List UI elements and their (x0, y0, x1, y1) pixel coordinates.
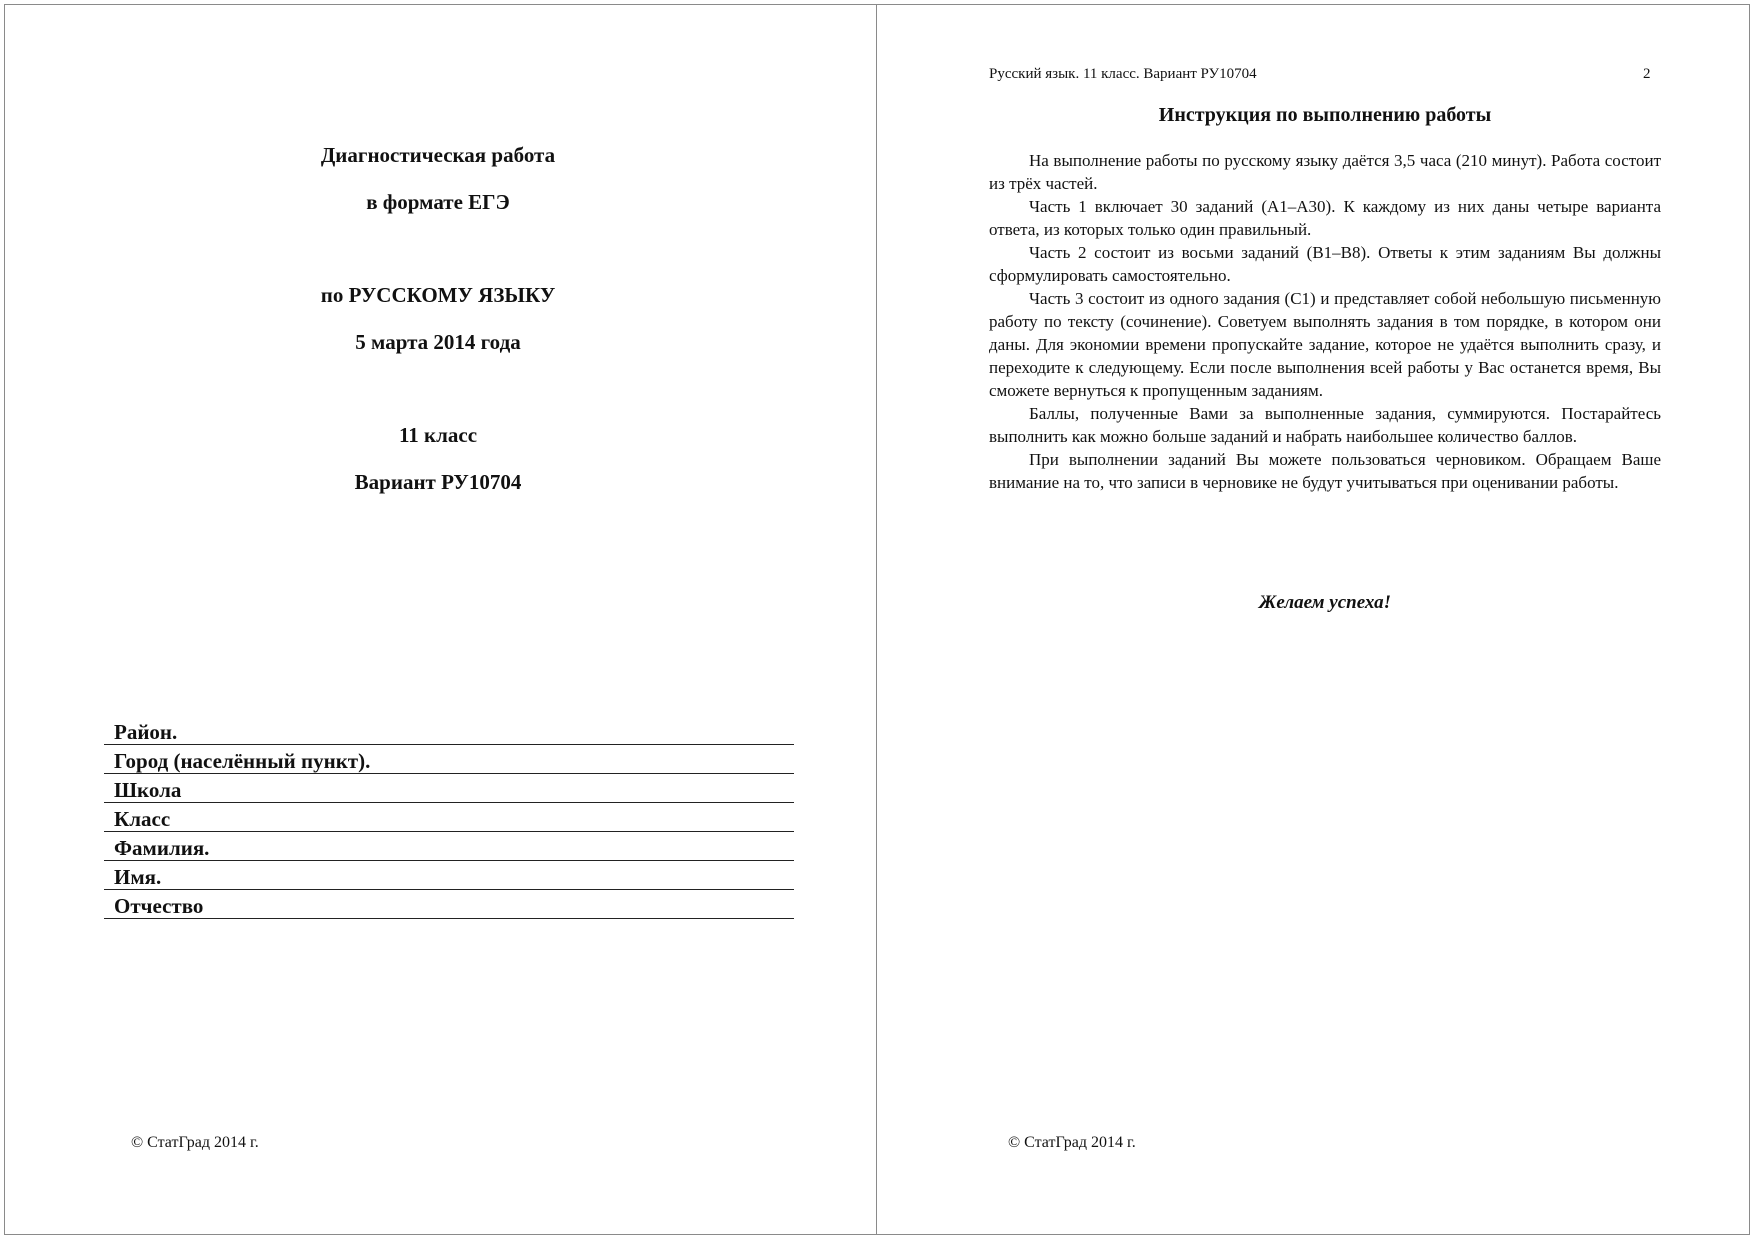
cover-variant: Вариант РУ10704 (354, 470, 522, 494)
instructions-paragraph: При выполнении заданий Вы можете пользоваться черновиком. Обращаем Ваше внимание на то, что записи в черновике не будут учитываться при оценивании работы. (989, 450, 1661, 492)
cover-date: 5 марта 2014 года (355, 330, 521, 354)
form-field-district: Район. (104, 716, 794, 745)
form-field-name: Имя. (104, 861, 794, 890)
instructions-paragraph: Часть 3 состоит из одного задания (С1) и представляет собой небольшую письменную работу по тексту (сочинение). Советуем выполнять задания в том порядке, в котором они даны. Для экономии времени пропускайте задание, которое не удаётся выполнить сразу, и переходите к следующему. Если после выполнения всей работы у Вас останется время, Вы сможете вернуться к пропущенным заданиям. (989, 289, 1661, 400)
form-field-patronymic: Отчество (104, 890, 794, 919)
instructions-paragraph: Часть 2 состоит из восьми заданий (В1–В8). Ответы к этим заданиям Вы должны сформулировать самостоятельно. (989, 243, 1661, 285)
instructions-body (989, 149, 1661, 494)
cover-footer: © СтатГрад 2014 г. (131, 1134, 259, 1151)
instructions-paragraph: Баллы, полученные Вами за выполненные задания, суммируются. Постарайтесь выполнить как можно больше заданий и набрать наибольшее количество баллов. (989, 404, 1661, 446)
cover-page (0, 0, 876, 1239)
instructions-page (877, 0, 1754, 1239)
instructions-paragraph: Часть 1 включает 30 заданий (А1–А30). К каждому из них даны четыре варианта ответа, из которых только один правильный. (989, 197, 1661, 239)
cover-title: Диагностическая работа (320, 143, 556, 167)
running-header: Русский язык. 11 класс. Вариант РУ10704 (989, 66, 1257, 82)
form-field-class: Класс (104, 803, 794, 832)
student-info-form (104, 716, 794, 919)
form-field-school: Школа (104, 774, 794, 803)
instructions-title: Инструкция по выполнению работы (1158, 104, 1492, 126)
instructions-footer: © СтатГрад 2014 г. (1008, 1134, 1136, 1151)
page-number: 2 (1643, 66, 1651, 82)
cover-grade: 11 класс (398, 423, 478, 447)
form-field-surname: Фамилия. (104, 832, 794, 861)
form-field-city: Город (населённый пункт). (104, 745, 794, 774)
instructions-paragraph: На выполнение работы по русскому языку даётся 3,5 часа (210 минут). Работа состоит из трёх частей. (989, 151, 1661, 193)
cover-format: в формате ЕГЭ (366, 190, 510, 214)
closing-wish: Желаем успеха! (1258, 592, 1392, 613)
cover-subject: по РУССКОМУ ЯЗЫКУ (320, 283, 556, 307)
